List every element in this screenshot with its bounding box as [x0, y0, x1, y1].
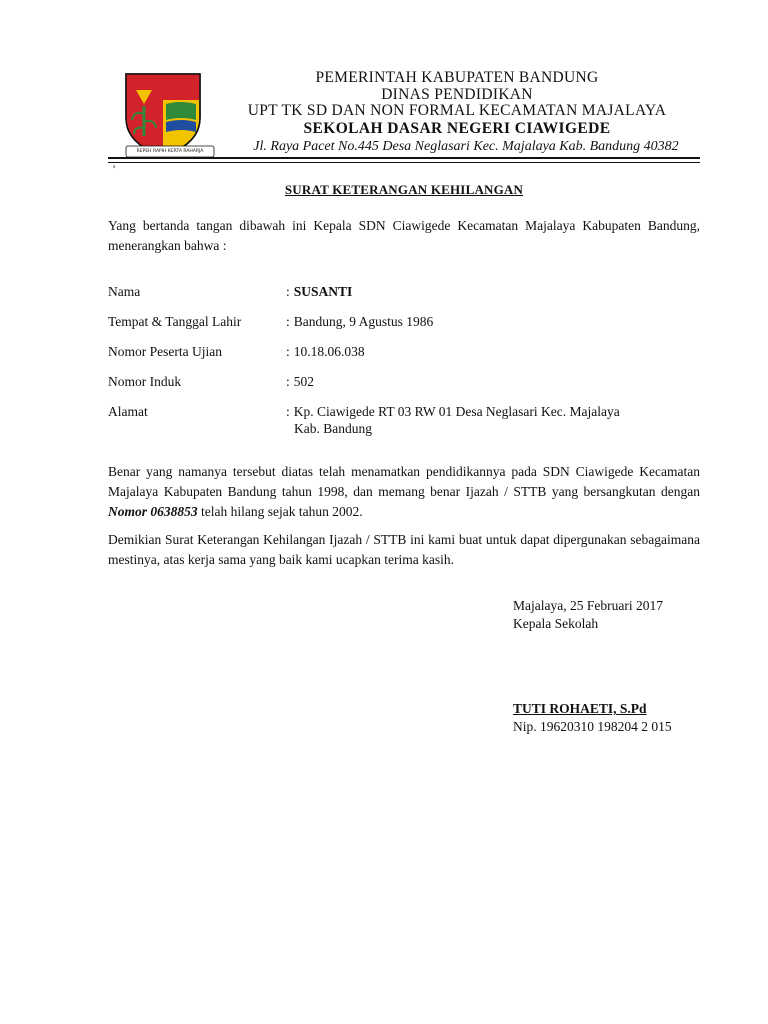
field-label: Nama — [108, 284, 141, 299]
letter-title: SURAT KETERANGAN KEHILANGAN — [284, 182, 524, 197]
stray-mark: ' — [113, 162, 116, 176]
field-label: Alamat — [108, 404, 148, 419]
field-value: SUSANTI — [293, 284, 353, 299]
letterhead-address: Jl. Raya Pacet No.445 Desa Neglasari Kec. Majalaya Kab. Bandung 40382 — [253, 138, 679, 154]
letterhead-thick-rule — [108, 157, 700, 159]
field-value: Bandung, 9 Agustus 1986 — [293, 314, 434, 329]
place-date: Majalaya, 25 Februari 2017 — [513, 598, 663, 613]
field-colon: : — [286, 374, 290, 389]
field-colon: : — [286, 404, 290, 419]
signatory-nip: Nip. 19620310 198204 2 015 — [513, 719, 672, 734]
field-colon: : — [286, 314, 290, 329]
letterhead-government: PEMERINTAH KABUPATEN BANDUNG — [315, 69, 599, 86]
closing-paragraph: Demikian Surat Keterangan Kehilangan Ijazah / STTB ini kami buat untuk dapat dipergunakan sebagaimana mestinya, atas kerja sama yang baik kami ucapkan terima kasih. — [108, 532, 700, 567]
opening-paragraph: Yang bertanda tangan dibawah ini Kepala SDN Ciawigede Kecamatan Majalaya Kabupaten Bandung, menerangkan bahwa : — [108, 218, 700, 253]
field-value: 10.18.06.038 — [293, 344, 365, 359]
field-value: Kp. Ciawigede RT 03 RW 01 Desa Neglasari Kec. Majalaya — [293, 404, 620, 419]
letterhead-department: DINAS PENDIDIKAN — [381, 85, 533, 103]
signatory-position: Kepala Sekolah — [513, 616, 599, 631]
statement-text: Benar yang namanya tersebut diatas telah menamatkan pendidikannya pada SDN Ciawigede Kecamatan Majalaya Kabupaten Bandung tahun 1998, dan memang benar Ijazah / STTB yang bersangkutan dengan — [108, 464, 700, 499]
field-value-continued: Kab. Bandung — [294, 421, 372, 436]
letterhead-thin-rule — [108, 162, 700, 163]
letterhead — [222, 70, 692, 156]
statement-text-end: telah hilang sejak tahun 2002. — [201, 504, 363, 519]
signature-block-top — [513, 597, 713, 633]
field-colon: : — [286, 344, 290, 359]
certificate-number: Nomor 0638853 — [108, 504, 198, 519]
letterhead-unit: UPT TK SD DAN NON FORMAL KECAMATAN MAJALAYA — [247, 102, 667, 119]
field-colon: : — [286, 284, 290, 299]
letterhead-school-name: SEKOLAH DASAR NEGERI CIAWIGEDE — [303, 119, 611, 137]
logo-motto: REPEH RAPIH KERTA RAHARJA — [136, 149, 204, 154]
signature-block-bottom — [513, 700, 713, 736]
field-label: Tempat & Tanggal Lahir — [108, 314, 242, 329]
field-label: Nomor Peserta Ujian — [108, 344, 222, 359]
statement-paragraph — [108, 462, 700, 522]
field-label: Nomor Induk — [108, 374, 182, 389]
signatory-name: TUTI ROHAETI, S.Pd — [513, 701, 647, 716]
field-value: 502 — [293, 374, 315, 389]
